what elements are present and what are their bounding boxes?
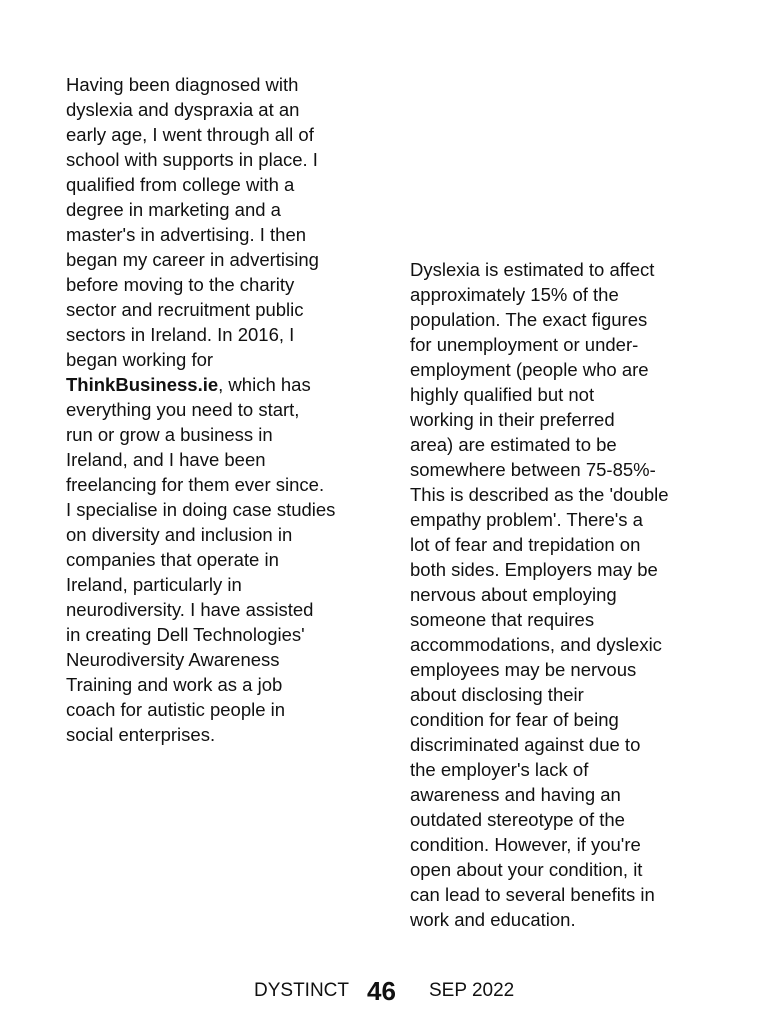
text-line: began my career in advertising — [66, 249, 319, 270]
text-line: social enterprises. — [66, 724, 216, 745]
text-line: in creating Dell Technologies' — [66, 624, 305, 645]
text-line: dyslexia and dyspraxia at an — [66, 99, 300, 120]
text-line: sectors in Ireland. In 2016, I — [66, 324, 295, 345]
text-line: discriminated against due to — [410, 734, 641, 755]
text-line: I specialise in doing case studies — [66, 499, 336, 520]
text-line: awareness and having an — [410, 784, 621, 805]
text-line: Dyslexia is estimated to affect — [410, 259, 655, 280]
text-line: somewhere between 75-85%- — [410, 459, 656, 480]
left-column-text — [66, 72, 335, 747]
text-line: degree in marketing and a — [66, 199, 281, 220]
text-line: neurodiversity. I have assisted — [66, 599, 314, 620]
text-line: outdated stereotype of the — [410, 809, 625, 830]
text-line: qualified from college with a — [66, 174, 295, 195]
text-line: master's in advertising. I then — [66, 224, 307, 245]
text-line: condition. However, if you're — [410, 834, 641, 855]
thinkbusiness-link[interactable]: ThinkBusiness.ie — [66, 374, 219, 395]
text-line: Having been diagnosed with — [66, 74, 299, 95]
text-line: freelancing for them ever since. — [66, 474, 325, 495]
text-line: accommodations, and dyslexic — [410, 634, 662, 655]
text-line: Ireland, particularly in — [66, 574, 242, 595]
text-line: working in their preferred — [410, 409, 615, 430]
text-line: coach for autistic people in — [66, 699, 286, 720]
text-line: run or grow a business in — [66, 424, 273, 445]
text-line: both sides. Employers may be — [410, 559, 658, 580]
issue-date: SEP 2022 — [429, 980, 515, 1001]
text-line: sector and recruitment public — [66, 299, 304, 320]
text-line: everything you need to start, — [66, 399, 300, 420]
text-line: This is described as the 'double — [410, 484, 669, 505]
text-fragment: , which has — [218, 374, 311, 395]
right-column-text — [410, 257, 669, 932]
text-line: the employer's lack of — [410, 759, 589, 780]
page-number: 46 — [367, 976, 396, 1006]
text-line: employees may be nervous — [410, 659, 637, 680]
text-line: before moving to the charity — [66, 274, 295, 295]
text-line: open about your condition, it — [410, 859, 643, 880]
text-line: someone that requires — [410, 609, 595, 630]
text-line: companies that operate in — [66, 549, 279, 570]
text-line: Ireland, and I have been — [66, 449, 266, 470]
text-line: condition for fear of being — [410, 709, 619, 730]
text-line: empathy problem'. There's a — [410, 509, 643, 530]
text-line: employment (people who are — [410, 359, 649, 380]
text-line: school with supports in place. I — [66, 149, 318, 170]
text-line: began working for — [66, 349, 214, 370]
magazine-name: DYSTINCT — [254, 980, 349, 1001]
text-line: for unemployment or under- — [410, 334, 639, 355]
text-line: Neurodiversity Awareness — [66, 649, 280, 670]
text-line: lot of fear and trepidation on — [410, 534, 641, 555]
text-line: approximately 15% of the — [410, 284, 619, 305]
text-line: nervous about employing — [410, 584, 617, 605]
text-line — [66, 372, 335, 397]
text-line: highly qualified but not — [410, 384, 595, 405]
text-line: can lead to several benefits in — [410, 884, 655, 905]
page-footer — [0, 976, 768, 1010]
text-line: about disclosing their — [410, 684, 584, 705]
text-line: area) are estimated to be — [410, 434, 617, 455]
text-line: work and education. — [410, 909, 576, 930]
text-line: on diversity and inclusion in — [66, 524, 293, 545]
text-line: population. The exact figures — [410, 309, 648, 330]
text-line: Training and work as a job — [66, 674, 283, 695]
text-line: early age, I went through all of — [66, 124, 314, 145]
